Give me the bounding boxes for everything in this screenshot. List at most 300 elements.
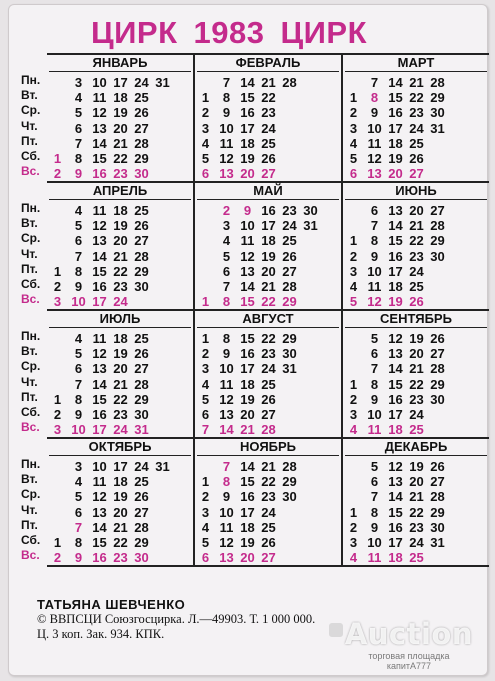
weekday-line: [47, 90, 193, 105]
day-cell: 20: [113, 120, 128, 136]
weekday-line: [343, 121, 489, 136]
day-cell: 23: [261, 346, 276, 362]
day-cell: 22: [113, 391, 128, 407]
day-cell: 18: [388, 422, 403, 438]
day-cell: 21: [240, 422, 255, 438]
day-cell: 10: [219, 361, 234, 377]
month-days: [195, 459, 341, 565]
day-cell: 25: [134, 474, 149, 490]
weekday-line: [47, 520, 193, 535]
day-cell: 21: [409, 218, 424, 234]
day-cell: 22: [261, 294, 276, 310]
day-cell: 16: [240, 105, 255, 121]
day-cell: 8: [74, 391, 83, 407]
month-block: [195, 183, 343, 309]
day-cell: 8: [222, 474, 231, 490]
day-cell: 2: [222, 203, 231, 219]
day-cell: 18: [240, 135, 255, 151]
day-cell: 21: [409, 489, 424, 505]
month-block: [195, 439, 343, 565]
day-cell: 11: [219, 376, 234, 392]
day-cell: 31: [430, 120, 445, 136]
day-cell: 20: [113, 233, 128, 249]
weekday-label: Сб.: [21, 533, 41, 547]
day-cell: 4: [74, 331, 83, 347]
day-cell: 23: [113, 407, 128, 423]
day-cell: 17: [388, 120, 403, 136]
day-cell: 30: [303, 203, 318, 219]
day-cell: 6: [74, 233, 83, 249]
day-cell: 10: [240, 218, 255, 234]
weekday-line: [195, 279, 341, 294]
month-block: [343, 183, 489, 309]
weekday-line: [47, 294, 193, 309]
weekday-label: Вт.: [21, 216, 38, 231]
day-cell: 24: [113, 294, 128, 310]
day-cell: 11: [92, 90, 107, 106]
day-cell: 12: [92, 105, 107, 121]
day-cell: 28: [430, 75, 445, 91]
day-cell: 3: [201, 120, 210, 136]
day-cell: 18: [113, 90, 128, 106]
day-cell: 7: [370, 218, 379, 234]
day-cell: 31: [303, 218, 318, 234]
day-cell: 23: [113, 279, 128, 295]
day-cell: 19: [261, 248, 276, 264]
weekday-line: [343, 535, 489, 550]
month-days: [47, 75, 193, 181]
day-cell: 23: [409, 105, 424, 121]
weekday-line: [195, 249, 341, 264]
day-cell: 7: [222, 279, 231, 295]
weekday-line: [47, 361, 193, 376]
month-block: [47, 183, 195, 309]
day-cell: 19: [240, 151, 255, 167]
day-cell: 10: [219, 504, 234, 520]
title-left: ЦИРК: [90, 15, 178, 50]
day-cell: 14: [388, 218, 403, 234]
quarter-row: [47, 183, 489, 311]
weekday-line: [343, 249, 489, 264]
day-cell: 6: [201, 550, 210, 566]
weekday-line: [47, 203, 193, 218]
day-cell: 12: [367, 294, 382, 310]
day-cell: 18: [388, 279, 403, 295]
day-cell: 2: [349, 519, 358, 535]
day-cell: 28: [282, 459, 297, 475]
weekday-line: [47, 166, 193, 181]
day-cell: 5: [201, 151, 210, 167]
calendar-title: [79, 15, 379, 51]
day-cell: 12: [92, 489, 107, 505]
day-cell: 2: [53, 279, 62, 295]
day-cell: 26: [134, 218, 149, 234]
weekday-label: Пт.: [21, 133, 38, 148]
day-cell: 27: [430, 346, 445, 362]
weekday-line: [195, 361, 341, 376]
day-cell: 26: [430, 459, 445, 475]
day-cell: 16: [240, 346, 255, 362]
day-cell: 26: [134, 489, 149, 505]
day-cell: 17: [388, 263, 403, 279]
weekday-line: [343, 407, 489, 422]
weekday-line: [47, 331, 193, 346]
day-cell: 17: [92, 422, 107, 438]
weekday-line: [47, 279, 193, 294]
day-cell: 12: [219, 535, 234, 551]
weekday-line: [195, 136, 341, 151]
day-cell: 25: [261, 376, 276, 392]
day-cell: 18: [113, 331, 128, 347]
day-cell: 3: [201, 504, 210, 520]
weekday-line: [47, 264, 193, 279]
weekday-line: [47, 505, 193, 520]
day-cell: 27: [134, 361, 149, 377]
day-cell: 1: [349, 504, 358, 520]
weekday-line: [343, 377, 489, 392]
day-cell: 6: [201, 407, 210, 423]
day-cell: 2: [53, 550, 62, 566]
day-cell: 8: [370, 233, 379, 249]
weekday-line: [47, 233, 193, 248]
day-cell: 30: [134, 550, 149, 566]
day-cell: 21: [113, 135, 128, 151]
day-cell: 10: [71, 294, 86, 310]
day-cell: 4: [201, 376, 210, 392]
weekday-line: [343, 233, 489, 248]
day-cell: 9: [222, 346, 231, 362]
weekday-line: [195, 520, 341, 535]
day-cell: 20: [113, 361, 128, 377]
day-cell: 21: [409, 75, 424, 91]
weekday-line: [195, 218, 341, 233]
day-cell: 9: [370, 519, 379, 535]
weekday-label: Ср.: [21, 231, 41, 246]
day-cell: 9: [370, 105, 379, 121]
day-cell: 19: [240, 391, 255, 407]
day-cell: 22: [409, 504, 424, 520]
day-cell: 24: [261, 361, 276, 377]
weekday-label: Пт.: [21, 261, 38, 276]
quarter-row: [47, 439, 489, 567]
day-cell: 15: [92, 391, 107, 407]
day-cell: 31: [155, 75, 170, 91]
weekday-label: Сб.: [21, 149, 41, 163]
day-cell: 2: [349, 248, 358, 264]
day-cell: 29: [134, 263, 149, 279]
day-cell: 3: [222, 218, 231, 234]
weekday-line: [343, 75, 489, 90]
day-cell: 21: [113, 376, 128, 392]
day-cell: 26: [261, 391, 276, 407]
day-cell: 24: [261, 120, 276, 136]
weekday-line: [343, 166, 489, 181]
month-days: [47, 331, 193, 437]
imprint-line-2: Ц. 3 коп. Зак. 934. КПК.: [37, 627, 165, 641]
weekday-label: Пн.: [21, 329, 41, 343]
day-cell: 13: [219, 166, 234, 182]
weekday-label: Ср.: [21, 103, 41, 118]
day-cell: 10: [92, 459, 107, 475]
weekday-line: [343, 361, 489, 376]
day-cell: 6: [222, 263, 231, 279]
weekday-line: [47, 377, 193, 392]
weekday-label: Пт.: [21, 389, 38, 404]
weekday-label: Чт.: [21, 502, 38, 517]
day-cell: 17: [388, 535, 403, 551]
day-cell: 17: [240, 504, 255, 520]
month-name: ИЮЛЬ: [49, 311, 191, 328]
day-cell: 25: [409, 550, 424, 566]
day-cell: 10: [367, 120, 382, 136]
day-cell: 24: [409, 263, 424, 279]
day-cell: 24: [409, 120, 424, 136]
day-cell: 5: [74, 218, 83, 234]
day-cell: 29: [430, 233, 445, 249]
quarter-row: [47, 55, 489, 183]
month-name: НОЯБРЬ: [197, 439, 339, 456]
day-cell: 22: [113, 151, 128, 167]
day-cell: 24: [261, 504, 276, 520]
day-cell: 6: [74, 504, 83, 520]
month-name: АВГУСТ: [197, 311, 339, 328]
day-cell: 14: [388, 75, 403, 91]
day-cell: 23: [409, 519, 424, 535]
day-cell: 19: [409, 459, 424, 475]
day-cell: 16: [388, 105, 403, 121]
weekday-line: [343, 520, 489, 535]
day-cell: 8: [222, 331, 231, 347]
day-cell: 16: [92, 166, 107, 182]
day-cell: 13: [92, 233, 107, 249]
day-cell: 27: [430, 203, 445, 219]
day-cell: 19: [409, 331, 424, 347]
day-cell: 17: [388, 407, 403, 423]
weekday-line: [47, 121, 193, 136]
month-days: [47, 459, 193, 565]
day-cell: 11: [92, 331, 107, 347]
weekday-line: [47, 249, 193, 264]
day-cell: 3: [53, 294, 62, 310]
day-cell: 7: [74, 519, 83, 535]
month-block: [47, 439, 195, 565]
day-cell: 8: [222, 90, 231, 106]
day-cell: 13: [367, 166, 382, 182]
weekday-line: [195, 505, 341, 520]
watermark-sub-2: капитА777: [386, 661, 432, 671]
month-block: [343, 439, 489, 565]
day-cell: 17: [261, 218, 276, 234]
weekday-label: Сб.: [21, 405, 41, 419]
day-cell: 22: [261, 90, 276, 106]
day-cell: 17: [92, 294, 107, 310]
day-cell: 29: [282, 474, 297, 490]
day-cell: 14: [240, 75, 255, 91]
day-cell: 23: [261, 489, 276, 505]
weekday-line: [47, 392, 193, 407]
day-cell: 9: [370, 248, 379, 264]
day-cell: 30: [430, 391, 445, 407]
month-name: ОКТЯБРЬ: [49, 439, 191, 456]
day-cell: 14: [92, 376, 107, 392]
weekday-line: [47, 75, 193, 90]
day-cell: 8: [370, 90, 379, 106]
day-cell: 4: [349, 550, 358, 566]
day-cell: 26: [430, 331, 445, 347]
day-cell: 27: [282, 263, 297, 279]
day-cell: 15: [240, 90, 255, 106]
day-cell: 23: [409, 248, 424, 264]
day-cell: 25: [261, 135, 276, 151]
day-cell: 5: [74, 105, 83, 121]
weekday-label: Вс.: [21, 548, 40, 563]
day-cell: 4: [74, 203, 83, 219]
day-cell: 3: [349, 120, 358, 136]
day-cell: 20: [113, 504, 128, 520]
day-cell: 8: [74, 151, 83, 167]
day-cell: 13: [219, 407, 234, 423]
weekday-line: [47, 407, 193, 422]
month-days: [343, 331, 489, 437]
day-cell: 23: [261, 105, 276, 121]
day-cell: 22: [113, 535, 128, 551]
day-cell: 12: [219, 151, 234, 167]
weekday-label: Чт.: [21, 374, 38, 389]
day-cell: 13: [92, 361, 107, 377]
day-cell: 14: [92, 135, 107, 151]
weekday-line: [47, 218, 193, 233]
day-cell: 9: [243, 203, 252, 219]
day-cell: 5: [349, 294, 358, 310]
day-cell: 15: [92, 263, 107, 279]
weekday-line: [343, 264, 489, 279]
day-cell: 21: [409, 361, 424, 377]
day-cell: 4: [201, 135, 210, 151]
month-block: [47, 55, 195, 181]
day-cell: 3: [53, 422, 62, 438]
day-cell: 30: [134, 407, 149, 423]
day-cell: 27: [261, 407, 276, 423]
day-cell: 28: [134, 376, 149, 392]
day-cell: 1: [201, 331, 210, 347]
day-cell: 20: [409, 346, 424, 362]
weekday-line: [195, 75, 341, 90]
day-cell: 3: [74, 459, 83, 475]
weekday-label: Сб.: [21, 277, 41, 291]
day-cell: 1: [349, 90, 358, 106]
day-cell: 11: [219, 135, 234, 151]
month-days: [343, 203, 489, 309]
day-cell: 6: [349, 166, 358, 182]
title-year: 1983: [193, 15, 265, 50]
day-cell: 25: [409, 279, 424, 295]
day-cell: 6: [74, 361, 83, 377]
day-cell: 4: [201, 519, 210, 535]
weekday-line: [195, 392, 341, 407]
day-cell: 7: [370, 361, 379, 377]
weekday-label: Пн.: [21, 201, 41, 215]
month-days: [195, 203, 341, 309]
day-cell: 10: [71, 422, 86, 438]
day-cell: 23: [282, 203, 297, 219]
day-cell: 20: [409, 203, 424, 219]
day-cell: 5: [74, 346, 83, 362]
day-cell: 29: [430, 90, 445, 106]
day-cell: 7: [74, 135, 83, 151]
day-cell: 12: [92, 346, 107, 362]
day-cell: 19: [388, 151, 403, 167]
quarter-row: [47, 311, 489, 439]
weekday-line: [47, 422, 193, 437]
weekday-line: [47, 151, 193, 166]
day-cell: 12: [388, 459, 403, 475]
day-cell: 27: [430, 474, 445, 490]
month-name: СЕНТЯБРЬ: [345, 311, 487, 328]
day-cell: 27: [409, 166, 424, 182]
weekday-line: [195, 474, 341, 489]
day-cell: 23: [113, 550, 128, 566]
day-cell: 19: [113, 105, 128, 121]
author-name: ТАТЬЯНА ШЕВЧЕНКО: [37, 597, 186, 612]
weekday-line: [195, 233, 341, 248]
day-cell: 18: [240, 519, 255, 535]
weekday-line: [195, 331, 341, 346]
auction-watermark: [345, 617, 473, 671]
day-cell: 25: [409, 135, 424, 151]
day-cell: 25: [282, 233, 297, 249]
day-cell: 31: [430, 535, 445, 551]
day-cell: 1: [201, 294, 210, 310]
weekday-line: [343, 331, 489, 346]
day-cell: 15: [388, 376, 403, 392]
day-cell: 15: [388, 504, 403, 520]
day-cell: 26: [261, 151, 276, 167]
day-cell: 18: [113, 474, 128, 490]
day-cell: 9: [222, 489, 231, 505]
day-cell: 24: [134, 75, 149, 91]
day-cell: 11: [219, 519, 234, 535]
day-cell: 29: [282, 331, 297, 347]
month-name: АПРЕЛЬ: [49, 183, 191, 200]
day-cell: 15: [92, 535, 107, 551]
day-cell: 10: [367, 407, 382, 423]
day-cell: 1: [53, 391, 62, 407]
day-cell: 8: [74, 535, 83, 551]
day-cell: 11: [92, 203, 107, 219]
weekday-line: [343, 294, 489, 309]
day-cell: 8: [370, 376, 379, 392]
weekday-line: [195, 166, 341, 181]
day-cell: 1: [201, 90, 210, 106]
day-cell: 13: [92, 120, 107, 136]
day-cell: 5: [201, 535, 210, 551]
weekday-line: [47, 346, 193, 361]
month-name: ИЮНЬ: [345, 183, 487, 200]
day-cell: 5: [201, 391, 210, 407]
day-cell: 18: [388, 550, 403, 566]
day-cell: 16: [261, 203, 276, 219]
day-cell: 21: [113, 519, 128, 535]
day-cell: 3: [349, 535, 358, 551]
day-cell: 18: [388, 135, 403, 151]
weekday-line: [343, 105, 489, 120]
day-cell: 1: [53, 535, 62, 551]
day-cell: 9: [74, 407, 83, 423]
weekday-line: [47, 136, 193, 151]
day-cell: 12: [219, 391, 234, 407]
weekday-line: [195, 203, 341, 218]
weekday-label: Ср.: [21, 487, 41, 502]
